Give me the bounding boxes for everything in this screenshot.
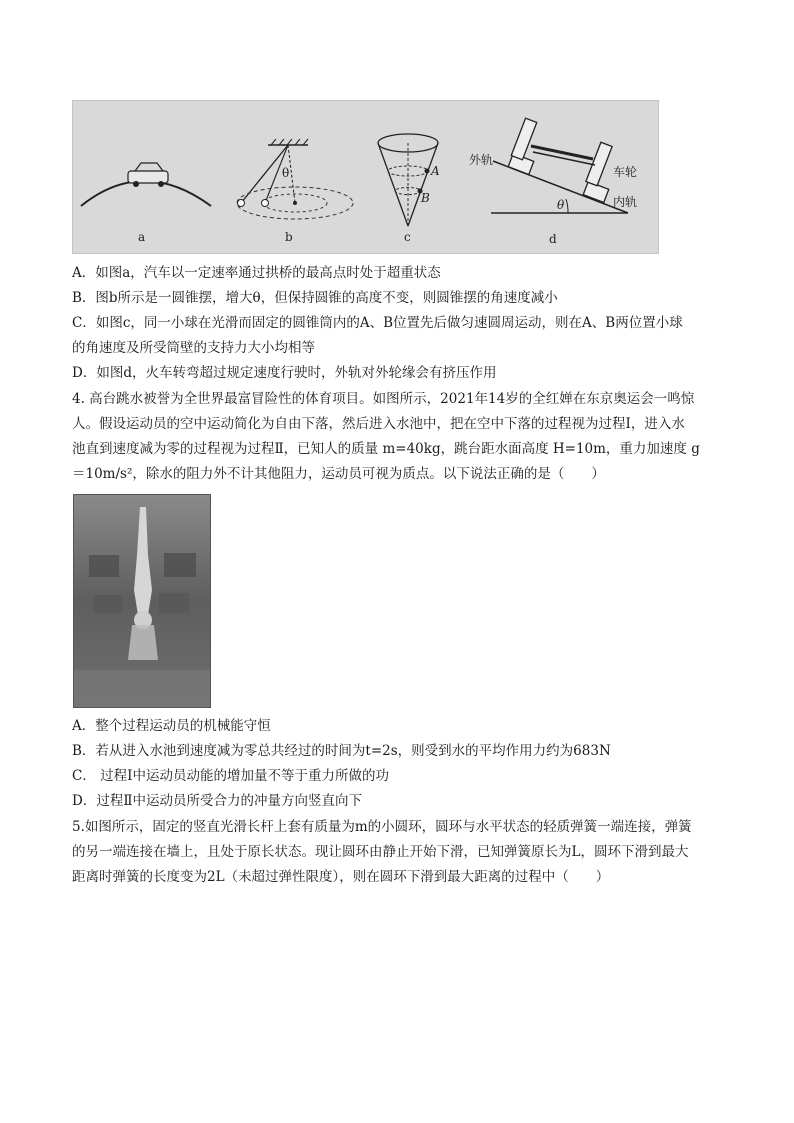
figure-d [469,118,637,246]
figure-c-label: c [404,230,411,244]
figure-d-inner-rail: 内轨 [613,195,638,209]
figure-d-outer-rail: 外轨 [469,153,494,167]
figure-b-label: b [285,230,293,244]
q3-option-d: D．如图d，火车转弯超过规定速度行驶时，外轨对外轮缘会有挤压作用 [72,365,497,381]
figure-d-wheel: 车轮 [613,165,638,179]
figure-d-theta: θ [557,198,565,212]
q4-option-a: A．整个过程运动员的机械能守恒 [72,718,271,734]
q4-option-c: C． 过程Ⅰ中运动员动能的增加量不等于重力所做的功 [72,768,389,784]
q4-stem-line1: 4. 高台跳水被誉为全世界最富冒险性的体育项目。如图所示，2021年14岁的全红婵在东京奥运会一鸣惊 [72,391,695,407]
figure-c-A: A [431,164,440,178]
q4-option-d: D．过程Ⅱ中运动员所受合力的冲量方向竖直向下 [72,793,362,809]
q4-stem-line3: 池直到速度减为零的过程视为过程Ⅱ，已知人的质量 m=40kg，跳台距水面高度 H=10m，重力加速度 g [72,441,700,457]
figure-a [81,163,211,244]
figure-a-label: a [138,230,146,244]
q3-option-b: B．图b所示是一圆锥摆，增大θ，但保持圆锥的高度不变，则圆锥摆的角速度减小 [72,290,558,306]
q5-stem-line2: 的另一端连接在墙上，且处于原长状态。现让圆环由静止开始下滑，已知弹簧原长为L，圆环下滑到最大 [72,844,689,860]
q5-stem-line3: 距离时弹簧的长度变为2L（未超过弹性限度），则在圆环下滑到最大距离的过程中（ ） [72,869,610,885]
diver-photo [73,494,211,708]
q3-option-a: A．如图a，汽车以一定速率通过拱桥的最高点时处于超重状态 [72,265,441,281]
figure-d-label: d [549,232,557,246]
q3-option-c-line2: 的角速度及所受筒壁的支持力大小均相等 [72,340,315,356]
q3-option-c-line1: C．如图c，同一小球在光滑而固定的圆锥筒内的A、B位置先后做匀速圆周运动，则在A、B两位置小球 [72,315,683,331]
figure-c-B: B [421,191,430,205]
q4-option-b: B．若从进入水池到速度减为零总共经过的时间为t=2s，则受到水的平均作用力约为683N [72,743,611,759]
q4-stem-line4: ＝10m/s²，除水的阻力外不计其他阻力，运动员可视为质点。以下说法正确的是（ ） [72,466,605,482]
q5-stem-line1: 5.如图所示，固定的竖直光滑长杆上套有质量为m的小圆环，圆环与水平状态的轻质弹簧一端连接，弹簧 [72,819,692,835]
figure-b [237,139,353,244]
q4-stem-line2: 人。假设运动员的空中运动简化为自由下落，然后进入水池中，把在空中下落的过程视为过程Ⅰ，进入水 [72,416,685,432]
figure-abcd [72,100,659,254]
figure-b-theta: θ [282,166,290,180]
figure-c [378,134,440,244]
